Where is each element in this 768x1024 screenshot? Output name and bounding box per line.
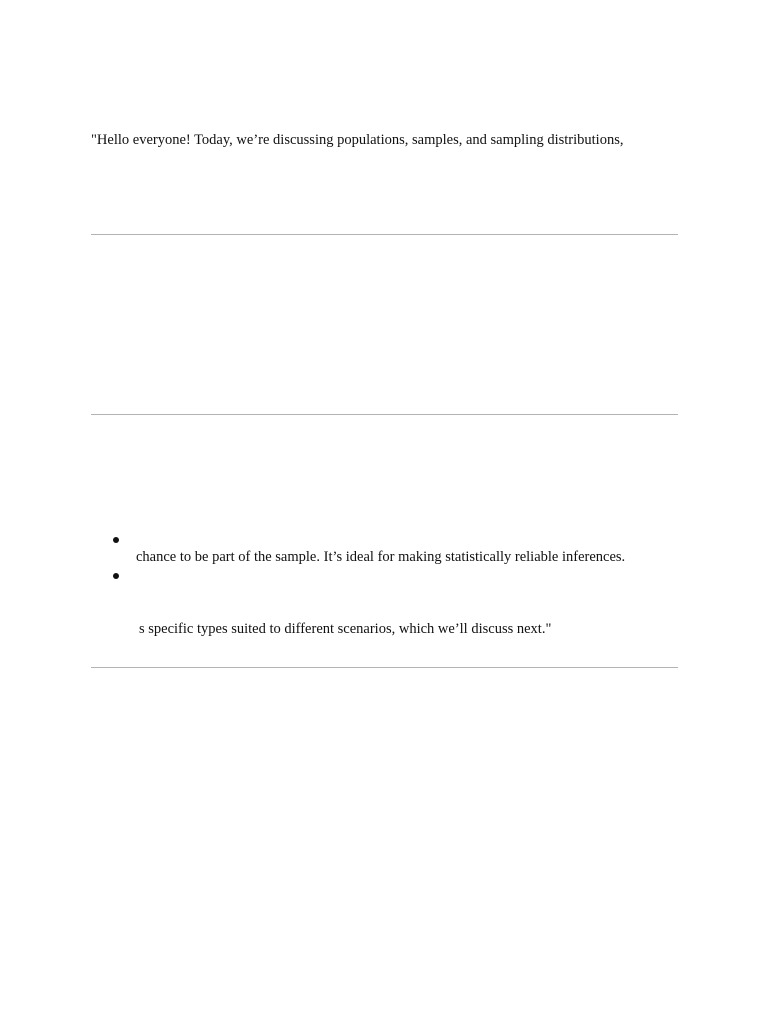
- list-item-text: s specific types suited to different scenarios, which we’ll discuss next.": [139, 621, 552, 637]
- section-divider: [91, 667, 678, 668]
- bullet-icon: [113, 573, 119, 579]
- bullet-icon: [113, 537, 119, 543]
- list-item-text: chance to be part of the sample. It’s ideal for making statistically reliable inferences.: [136, 549, 626, 565]
- intro-paragraph: "Hello everyone! Today, we’re discussing populations, samples, and sampling distributions,: [91, 132, 624, 148]
